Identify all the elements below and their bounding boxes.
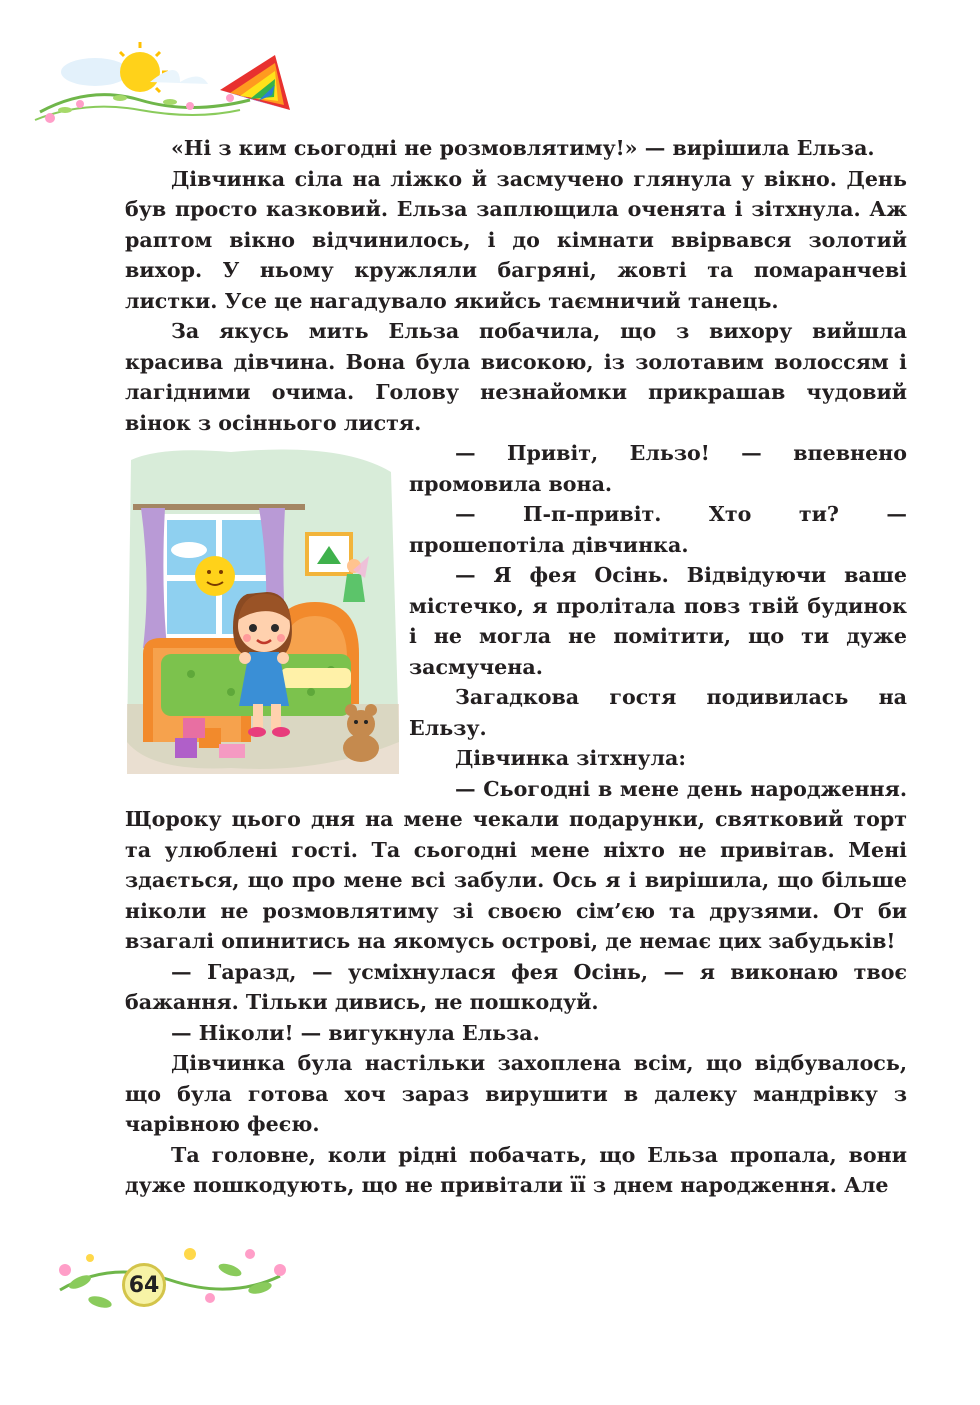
- dialogue-paragraph: — Ніколи! — вигукнула Ельза.: [171, 1020, 540, 1045]
- paragraph: Та головне, коли рідні побачать, що Ельза пропала, вони дуже пошкодують, що не привітали її з днем народження. Але: [125, 1142, 907, 1197]
- dialogue-paragraph: — Я фея Осінь. Відвідуючи ваше містечко, я пролітала повз твій будинок і не могла не помітити, що ти дуже засмучена.: [409, 563, 907, 679]
- paragraph: Дівчинка сіла на ліжко й засмучено глянула у вікно. День був просто казковий. Ельза заплющила оченята і зітхнула. Аж раптом вікно відчинилось, і до кімнати ввірвався золотий вихор. У ньому кружляли багряні, жовті та помаранчеві листки. Усе це нагадувало якийсь таємничий танець.: [125, 166, 907, 313]
- page-number: 64: [122, 1263, 166, 1307]
- dialogue-paragraph: — П-п-привіт. Хто ти? — прошепотіла дівчинка.: [409, 502, 907, 557]
- paragraph: За якусь мить Ельза побачила, що з вихору вийшла красива дівчина. Вона була високою, із золотавим волоссям і лагідними очима. Голову незнайомки прикрашав чудовий вінок з осіннього листя.: [125, 319, 907, 435]
- dialogue-paragraph: — Привіт, Ельзо! — впевнено промовила вона.: [409, 441, 907, 496]
- dialogue-paragraph: — Сьогодні в мене день народження. Щороку цього дня на мене чекали подарунки, святковий торт та улюблені гості. Та сьогодні мене ніхто не привітав. Мені здається, що про мене всі забули. Ось я і вирішила, що більше ніколи не розмовлятиму зі своєю сім’єю та друзями. От би взагалі опинитись на якомусь острові, де немає цих забудьків!: [125, 776, 907, 953]
- paragraph: Дівчинка була настільки захоплена всім, що відбувалось, що була готова хоч зараз вирушити в далеку мандрівку з чарівною феєю.: [125, 1051, 907, 1136]
- flower-vine-decoration-icon: [50, 1240, 290, 1320]
- paragraph: «Ні з ким сьогодні не розмовлятиму!» — вирішила Ельза.: [171, 136, 875, 160]
- story-text: [125, 133, 907, 1201]
- sun-kite-decoration-icon: [30, 40, 300, 135]
- paragraph: Загадкова гостя подивилась на Ельзу.: [409, 685, 907, 740]
- girl-bedroom-illustration: [121, 442, 405, 780]
- dialogue-paragraph: — Гаразд, — усміхнулася фея Осінь, — я виконаю твоє бажання. Тільки дивись, не пошкодуй.: [125, 959, 907, 1014]
- paragraph: Дівчинка зітхнула:: [455, 746, 686, 770]
